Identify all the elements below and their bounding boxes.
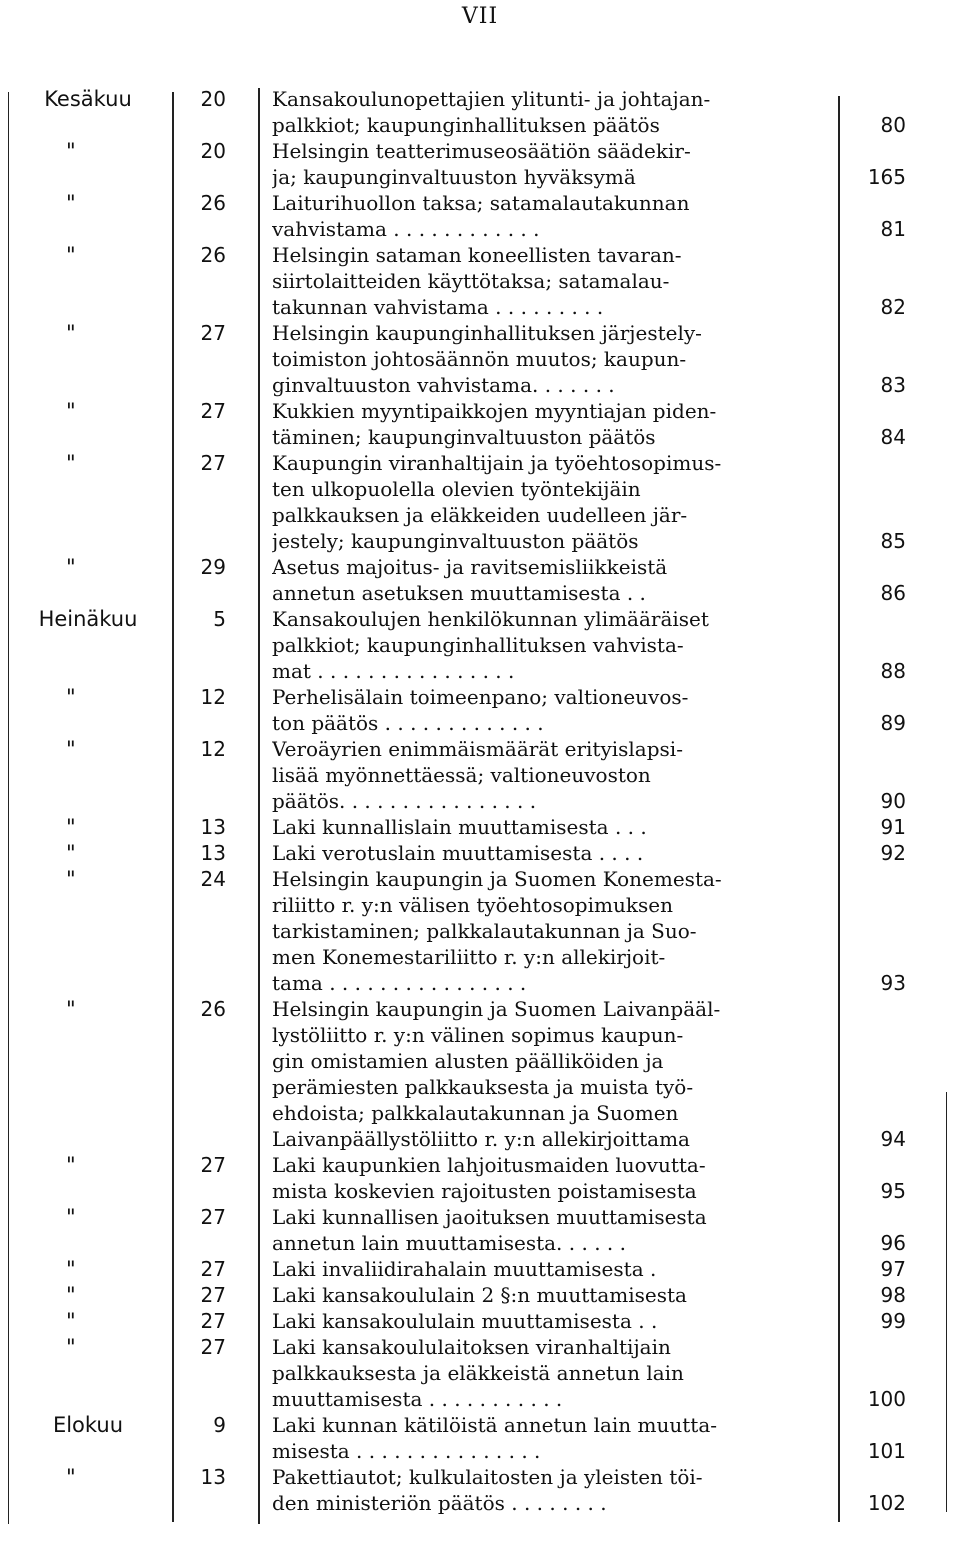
page-reference: 81 [880, 217, 906, 241]
entry-title-line: Laki kunnallislain muuttamisesta . . . [272, 815, 647, 839]
entry-title [272, 840, 838, 866]
toc-entry [0, 190, 960, 242]
day-number: 27 [200, 1283, 226, 1307]
entry-title-line: annetun asetuksen muuttamisesta . . [272, 581, 646, 605]
page-reference: 86 [880, 581, 906, 605]
ditto-mark: " [66, 321, 76, 345]
ditto-mark: " [66, 867, 76, 891]
page-reference: 101 [867, 1439, 906, 1463]
toc-entry [0, 86, 960, 138]
entry-title-line: Helsingin teatterimuseosäätiön säädekir- [272, 139, 691, 163]
entry-title-line: lisää myönnettäessä; valtioneuvoston [272, 763, 651, 787]
ditto-mark: " [66, 1309, 76, 1333]
entry-title [272, 1152, 838, 1204]
ditto-mark: " [66, 1153, 76, 1177]
toc-entry [0, 840, 960, 866]
entry-title [272, 554, 838, 606]
toc-entry [0, 1204, 960, 1256]
entry-title-line: Laki kunnan kätilöistä annetun lain muutta- [272, 1413, 718, 1437]
ditto-mark: " [66, 841, 76, 865]
entry-title-line: Kansakoulujen henkilökunnan ylimääräiset [272, 607, 709, 631]
day-number: 12 [200, 685, 226, 709]
entry-title [272, 684, 838, 736]
entry-title-line: Pakettiautot; kulkulaitosten ja yleisten töi- [272, 1465, 703, 1489]
entry-title [272, 1464, 838, 1516]
day-number: 27 [200, 1153, 226, 1177]
entry-title-line: muuttamisesta . . . . . . . . . . . [272, 1387, 563, 1411]
entry-title-line: gin omistamien alusten päälliköiden ja [272, 1049, 664, 1073]
entry-title-line: Helsingin sataman koneellisten tavaran- [272, 243, 682, 267]
ditto-mark: " [66, 685, 76, 709]
ditto-mark: " [66, 1335, 76, 1359]
entry-title-line: palkkiot; kaupunginhallituksen päätös [272, 113, 660, 137]
ditto-mark: " [66, 1205, 76, 1229]
entry-title-line: Laiturihuollon taksa; satamalautakunnan [272, 191, 690, 215]
entry-title-line: palkkauksesta ja eläkkeistä annetun lain [272, 1361, 684, 1385]
day-number: 27 [200, 1205, 226, 1229]
entry-title-line: ehdoista; palkkalautakunnan ja Suomen [272, 1101, 679, 1125]
entry-title [272, 320, 838, 398]
entry-title-line: ten ulkopuolella olevien työntekijäin [272, 477, 641, 501]
page-reference: 90 [880, 789, 906, 813]
page-reference: 102 [867, 1491, 906, 1515]
ditto-mark: " [66, 243, 76, 267]
month-label: Kesäkuu [44, 87, 132, 111]
page-reference: 80 [880, 113, 906, 137]
entry-title-line: Laki invaliidirahalain muuttamisesta . [272, 1257, 657, 1281]
entry-title-line: Asetus majoitus- ja ravitsemisliikkeistä [272, 555, 668, 579]
page-reference: 99 [880, 1309, 906, 1333]
entry-title-line: tarkistaminen; palkkalautakunnan ja Suo- [272, 919, 697, 943]
entry-title-line: Laki verotuslain muuttamisesta . . . . [272, 841, 644, 865]
page-reference: 100 [867, 1387, 906, 1411]
toc-entry [0, 996, 960, 1152]
entry-title-line: täminen; kaupunginvaltuuston päätös [272, 425, 656, 449]
ditto-mark: " [66, 1257, 76, 1281]
entry-title [272, 138, 838, 190]
page-reference: 82 [880, 295, 906, 319]
entry-title-line: Laki kunnallisen jaoituksen muuttamisesta [272, 1205, 707, 1229]
day-number: 26 [200, 243, 226, 267]
entry-title-line: Helsingin kaupungin ja Suomen Laivanpääl- [272, 997, 721, 1021]
entry-title-line: jestely; kaupunginvaltuuston päätös [272, 529, 639, 553]
entry-title [272, 1308, 838, 1334]
entry-title-line: Helsingin kaupunginhallituksen järjestely- [272, 321, 702, 345]
toc-entry [0, 814, 960, 840]
entry-title-line: annetun lain muuttamisesta. . . . . . [272, 1231, 626, 1255]
day-number: 27 [200, 1309, 226, 1333]
entry-title [272, 450, 838, 554]
toc-entry [0, 1282, 960, 1308]
toc-entry [0, 398, 960, 450]
month-label: Elokuu [52, 1413, 124, 1437]
entry-title-line: mat . . . . . . . . . . . . . . . . [272, 659, 515, 683]
day-number: 26 [200, 997, 226, 1021]
entry-title [272, 996, 838, 1152]
entry-title-line: riliitto r. y:n välisen työehtosopimuksen [272, 893, 673, 917]
entry-title [272, 1334, 838, 1412]
entry-title [272, 1256, 838, 1282]
toc-entry [0, 1256, 960, 1282]
entry-title-line: ja; kaupunginvaltuuston hyväksymä [272, 165, 636, 189]
toc-entry [0, 1334, 960, 1412]
day-number: 5 [213, 607, 226, 631]
entry-title-line: Helsingin kaupungin ja Suomen Konemesta- [272, 867, 722, 891]
toc-entry [0, 736, 960, 814]
entry-title-line: Veroäyrien enimmäismäärät erityislapsi- [272, 737, 683, 761]
day-number: 9 [213, 1413, 226, 1437]
entry-title-line: vahvistama . . . . . . . . . . . . [272, 217, 540, 241]
entry-title [272, 1282, 838, 1308]
toc-entry [0, 1308, 960, 1334]
day-number: 27 [200, 1335, 226, 1359]
page-reference: 95 [880, 1179, 906, 1203]
ditto-mark: " [66, 555, 76, 579]
entry-title-line: Laivanpäällystöliitto r. y:n allekirjoittama [272, 1127, 690, 1151]
day-number: 27 [200, 1257, 226, 1281]
ditto-mark: " [66, 815, 76, 839]
day-number: 24 [200, 867, 226, 891]
page-reference: 93 [880, 971, 906, 995]
entry-title-line: ginvaltuuston vahvistama. . . . . . . [272, 373, 615, 397]
entry-title [272, 190, 838, 242]
toc-entry [0, 1152, 960, 1204]
toc-entry [0, 138, 960, 190]
entry-title [272, 736, 838, 814]
day-number: 13 [200, 815, 226, 839]
page-reference: 83 [880, 373, 906, 397]
entry-title-line: toimiston johtosäännön muutos; kaupun- [272, 347, 687, 371]
page-reference: 91 [880, 815, 906, 839]
toc-entry [0, 606, 960, 684]
day-number: 29 [200, 555, 226, 579]
page-reference: 92 [880, 841, 906, 865]
toc-entry [0, 1412, 960, 1464]
page-reference: 96 [880, 1231, 906, 1255]
ditto-mark: " [66, 1465, 76, 1489]
entry-title-line: Kukkien myyntipaikkojen myyntiajan piden- [272, 399, 717, 423]
entry-title-line: palkkauksen ja eläkkeiden uudelleen jär- [272, 503, 688, 527]
page-reference: 84 [880, 425, 906, 449]
entry-title-line: Kansakoulunopettajien ylitunti- ja johtajan- [272, 87, 711, 111]
entry-title-line: Perhelisälain toimeenpano; valtioneuvos- [272, 685, 689, 709]
ditto-mark: " [66, 139, 76, 163]
entry-title-line: Laki kansakoululain muuttamisesta . . [272, 1309, 658, 1333]
ditto-mark: " [66, 1283, 76, 1307]
toc-entry [0, 554, 960, 606]
entry-title-line: palkkiot; kaupunginhallituksen vahvista- [272, 633, 684, 657]
entry-title [272, 814, 838, 840]
entry-title [272, 242, 838, 320]
entry-title-line: mista koskevien rajoitusten poistamisesta [272, 1179, 697, 1203]
month-label: Heinäkuu [38, 607, 138, 631]
entry-title [272, 866, 838, 996]
table-of-contents [0, 86, 960, 1516]
page-reference: 85 [880, 529, 906, 553]
entry-title [272, 1412, 838, 1464]
ditto-mark: " [66, 451, 76, 475]
day-number: 20 [200, 87, 226, 111]
ditto-mark: " [66, 191, 76, 215]
toc-entry [0, 684, 960, 736]
day-number: 27 [200, 399, 226, 423]
day-number: 13 [200, 841, 226, 865]
entry-title-line: päätös. . . . . . . . . . . . . . . . [272, 789, 537, 813]
entry-title-line: men Konemestariliitto r. y:n allekirjoit- [272, 945, 666, 969]
entry-title-line: ton päätös . . . . . . . . . . . . . [272, 711, 544, 735]
toc-entry [0, 242, 960, 320]
toc-entry [0, 320, 960, 398]
ditto-mark: " [66, 737, 76, 761]
page-reference: 88 [880, 659, 906, 683]
entry-title-line: Laki kaupunkien lahjoitusmaiden luovutta- [272, 1153, 706, 1177]
entry-title [272, 1204, 838, 1256]
ditto-mark: " [66, 399, 76, 423]
entry-title-line: Laki kansakoululain 2 §:n muuttamisesta [272, 1283, 687, 1307]
entry-title-line: lystöliitto r. y:n välinen sopimus kaupun- [272, 1023, 684, 1047]
page-reference: 98 [880, 1283, 906, 1307]
entry-title-line: Kaupungin viranhaltijain ja työehtosopimus- [272, 451, 722, 475]
day-number: 27 [200, 451, 226, 475]
page-reference: 94 [880, 1127, 906, 1151]
entry-title-line: den ministeriön päätös . . . . . . . . [272, 1491, 607, 1515]
entry-title-line: tama . . . . . . . . . . . . . . . . [272, 971, 527, 995]
page-number: VII [461, 4, 499, 29]
day-number: 26 [200, 191, 226, 215]
page-reference: 97 [880, 1257, 906, 1281]
entry-title [272, 398, 838, 450]
entry-title-line: siirtolaitteiden käyttötaksa; satamalau- [272, 269, 670, 293]
entry-title-line: Laki kansakoululaitoksen viranhaltijain [272, 1335, 671, 1359]
entry-title [272, 86, 838, 138]
toc-entry [0, 866, 960, 996]
entry-title-line: misesta . . . . . . . . . . . . . . . [272, 1439, 541, 1463]
entry-title [272, 606, 838, 684]
entry-title-line: takunnan vahvistama . . . . . . . . . [272, 295, 604, 319]
ditto-mark: " [66, 997, 76, 1021]
toc-entry [0, 450, 960, 554]
day-number: 12 [200, 737, 226, 761]
page-reference: 89 [880, 711, 906, 735]
day-number: 13 [200, 1465, 226, 1489]
day-number: 20 [200, 139, 226, 163]
page-reference: 165 [867, 165, 906, 189]
day-number: 27 [200, 321, 226, 345]
entry-title-line: perämiesten palkkauksesta ja muista työ- [272, 1075, 694, 1099]
toc-entry [0, 1464, 960, 1516]
